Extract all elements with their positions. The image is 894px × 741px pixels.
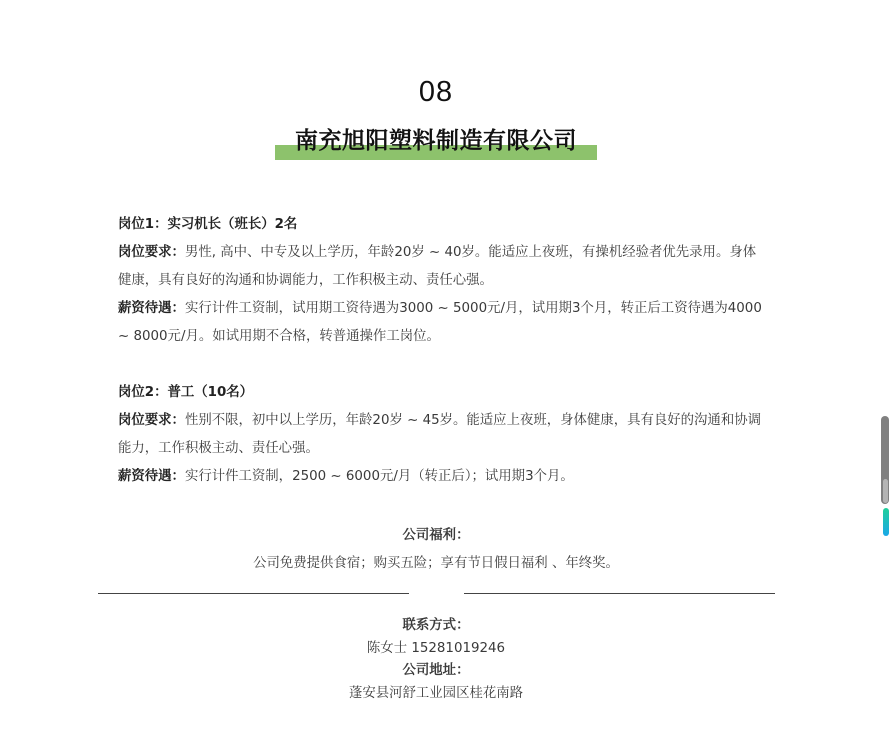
scrollbar-thumb[interactable] — [883, 479, 888, 503]
position-salary — [118, 295, 768, 351]
position-requirements — [118, 407, 768, 463]
company-name: 南充旭阳塑料制造有限公司 — [295, 128, 577, 154]
position-title: 岗位2：普工（10名） — [118, 385, 254, 400]
position-1 — [118, 211, 768, 351]
contact-label: 联系方式： — [402, 618, 470, 633]
salary-label: 薪资待遇： — [118, 301, 185, 316]
benefits-label: 公司福利： — [402, 528, 470, 543]
address-text: 蓬安县河舒工业园区桂花南路 — [348, 686, 524, 701]
position-title: 岗位1：实习机长（班长）2名 — [118, 217, 298, 232]
requirements-label: 岗位要求： — [118, 245, 185, 260]
salary-label: 薪资待遇： — [118, 469, 185, 484]
requirements-text: 男性, 高中、中专及以上学历，年龄20岁 ~ 40岁。能适应上夜班，有操机经验者优先录用。身体健康，具有良好的沟通和协调能力，工作积极主动、责任心强。 — [118, 245, 757, 288]
section-number: 08 — [418, 76, 454, 108]
contact-text: 陈女士 15281019246 — [366, 641, 506, 656]
scroll-progress-indicator — [883, 508, 889, 536]
position-2 — [118, 379, 768, 491]
salary-text: 实行计件工资制，试用期工资待遇为3000 ~ 5000元/月，试用期3个月，转正后工资待遇为4000 ~ 8000元/月。如试用期不合格，转普通操作工岗位。 — [118, 301, 762, 344]
company-title-block — [275, 120, 597, 160]
address-label: 公司地址： — [402, 663, 470, 678]
salary-text: 实行计件工资制，2500 ~ 6000元/月（转正后）；试用期3个月。 — [184, 469, 574, 484]
divider-right — [464, 593, 775, 594]
position-requirements — [118, 239, 768, 295]
benefits-text: 公司免费提供食宿；购买五险；享有节日假日福利 、年终奖。 — [253, 556, 619, 571]
requirements-text: 性别不限，初中以上学历，年龄20岁 ~ 45岁。能适应上夜班，身体健康，具有良好的沟通和协调能力，工作积极主动、责任心强。 — [118, 413, 761, 456]
requirements-label: 岗位要求： — [118, 413, 185, 428]
position-salary — [118, 463, 768, 491]
divider-left — [98, 593, 409, 594]
